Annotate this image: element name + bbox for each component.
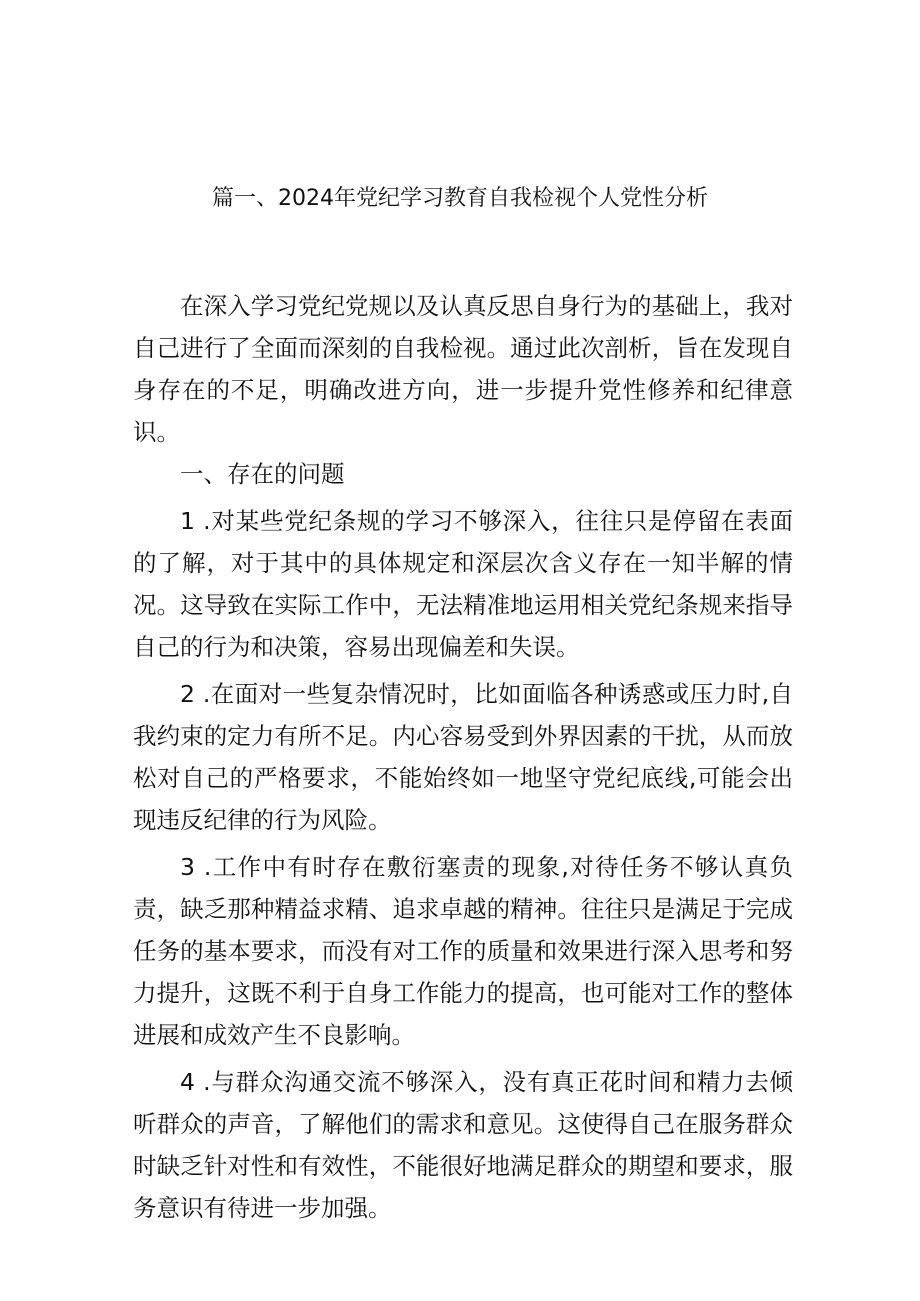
section-heading: 一、存在的问题 bbox=[180, 460, 345, 488]
problem-item-4: 4 .与群众沟通交流不够深入，没有真正花时间和精力去倾听群众的声音，了解他们的需求和意见。这使得自己在服务群众时缺乏针对性和有效性，不能很好地满足群众的期望和要求，服务意识有待进一步加强。 bbox=[133, 1068, 793, 1222]
document-body bbox=[133, 285, 793, 1229]
problem-item-1: 1 .对某些党纪条规的学习不够深入，往往只是停留在表面的了解，对于其中的具体规定和深层次含义存在一知半解的情况。这导致在实际工作中，无法精准地运用相关党纪条规来指导自己的行为和决策，容易出现偏差和失误。 bbox=[133, 507, 793, 661]
problem-item-3: 3 .工作中有时存在敷衍塞责的现象,对待任务不够认真负责，缺乏那种精益求精、追求卓越的精神。往往只是满足于完成任务的基本要求，而没有对工作的质量和效果进行深入思考和努力提升，这既不利于自身工作能力的提高，也可能对工作的整体进展和成效产生不良影响。 bbox=[133, 853, 793, 1049]
intro-paragraph: 在深入学习党纪党规以及认真反思自身行为的基础上，我对自己进行了全面而深刻的自我检视。通过此次剖析，旨在发现自身存在的不足，明确改进方向，进一步提升党性修养和纪律意识。 bbox=[133, 292, 793, 446]
problem-item-2: 2 .在面对一些复杂情况时，比如面临各种诱惑或压力时,自我约束的定力有所不足。内心容易受到外界因素的干扰，从而放松对自己的严格要求，不能始终如一地坚守党纪底线,可能会出现违反纪律的行为风险。 bbox=[133, 680, 793, 834]
document-title: 篇一、2024年党纪学习教育自我检视个人党性分析 bbox=[212, 186, 708, 211]
